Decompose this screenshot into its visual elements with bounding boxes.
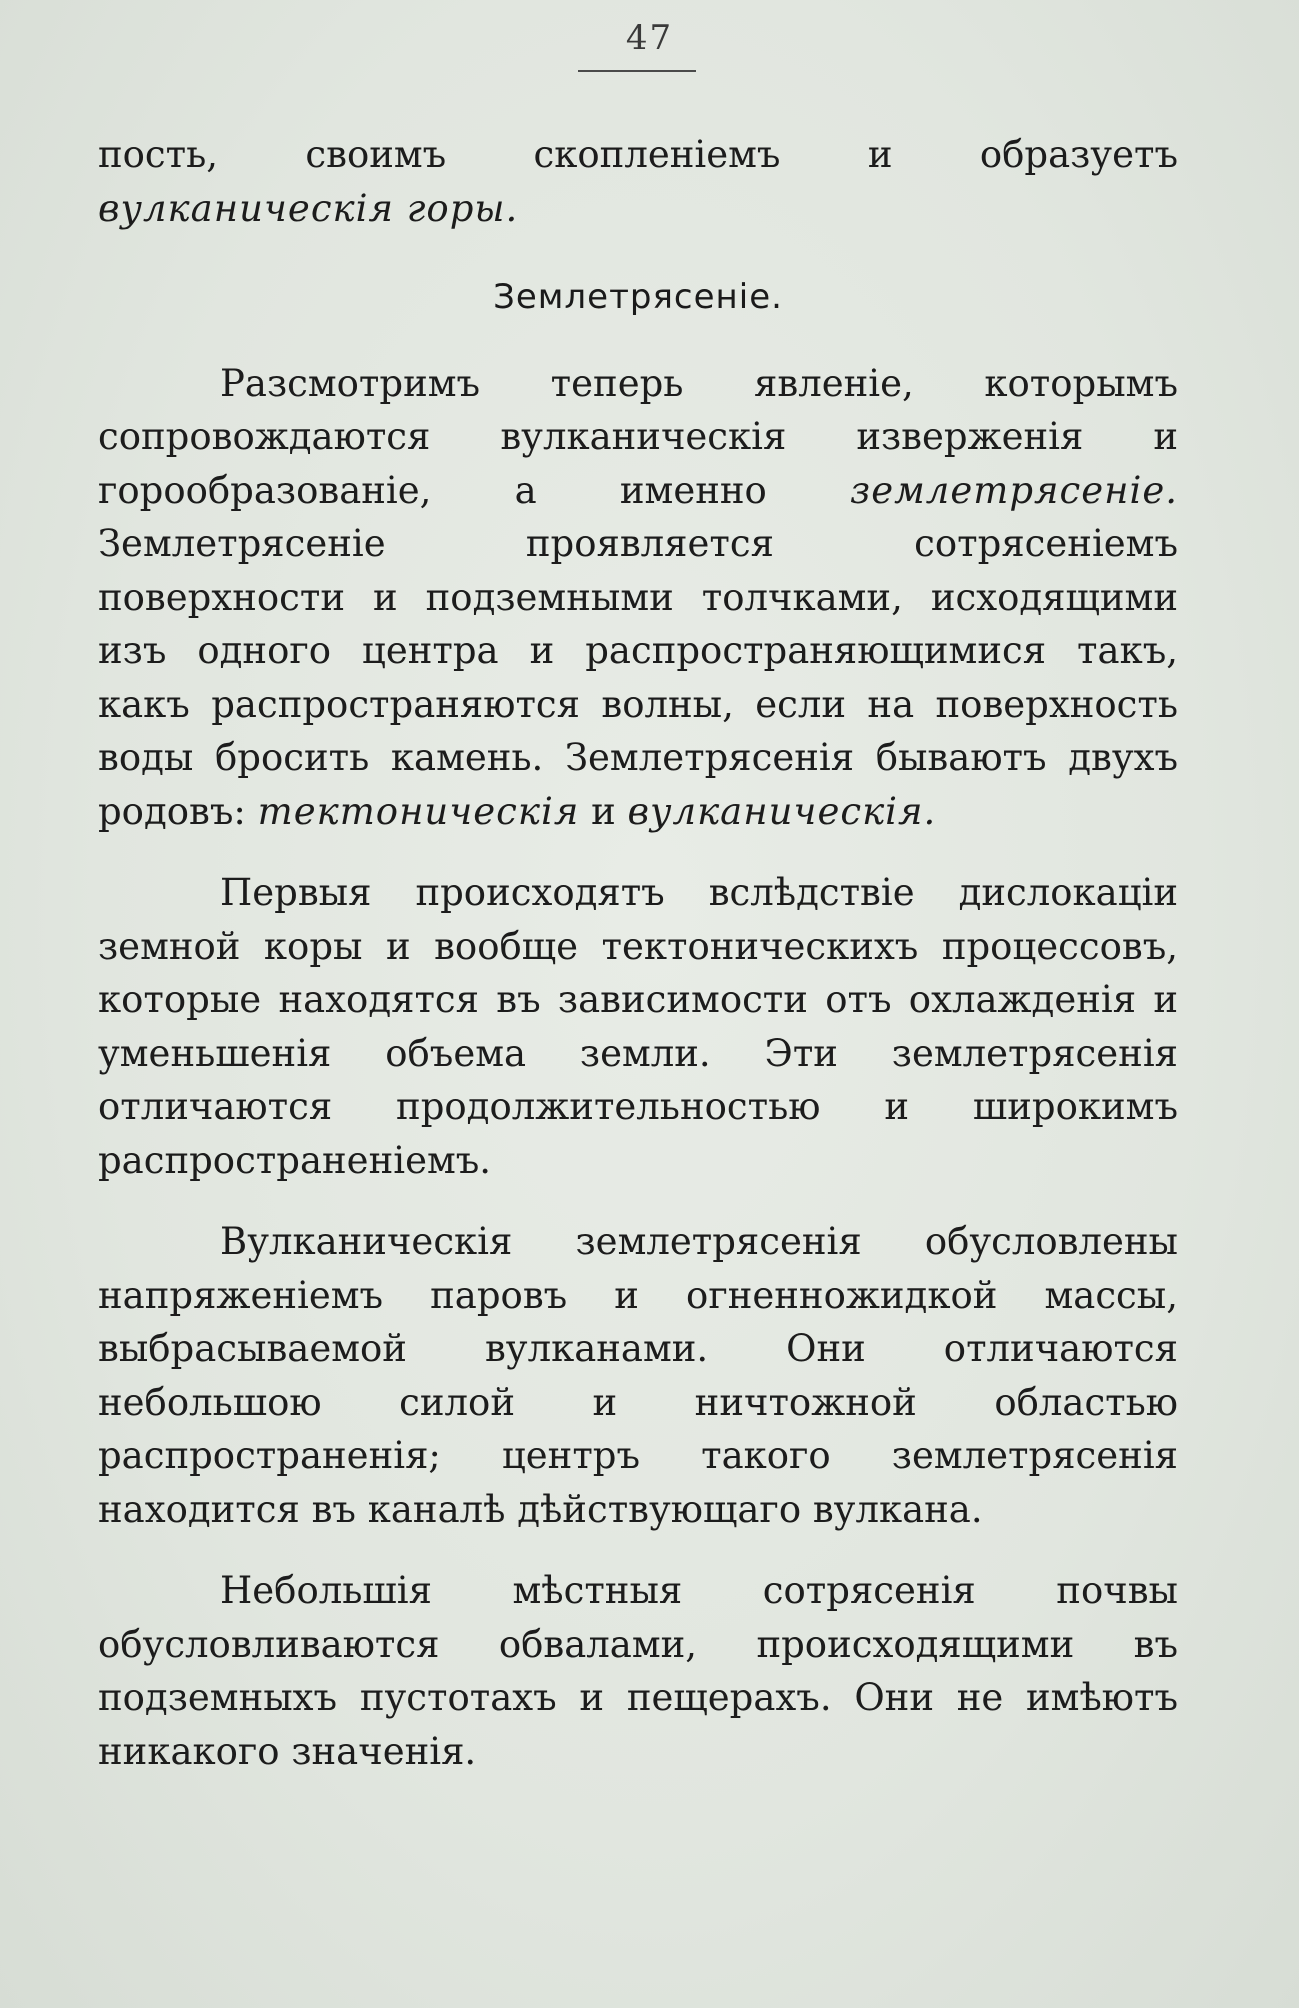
page-number: 47 [625,18,674,58]
italic-term: землетрясеніе. [850,468,1178,512]
page-text [98,128,1178,1778]
italic-term: тектоническія [257,789,580,833]
italic-term: вулканическія. [627,789,937,833]
text-run: и [579,789,628,833]
paragraph [98,357,1178,839]
italic-term: вулканическія горы. [98,186,519,230]
paragraph: Вулканическія землетрясенія обусловлены напряженіемъ паровъ и огненножидкой массы, выбрасываемой вулканами. Они отличаются небольшою силой и ничтожной областью распространенія; центръ такого землетрясенія находится въ каналѣ дѣйствующаго вулкана. [98,1220,1178,1531]
page-number-rule [578,70,696,72]
text-run: Разсмотримъ теперь явленіе, которымъ сопровождаются вулканическія изверженія и горообразованіе, а именно [98,361,1178,512]
text-run: пость, своимъ скопленіемъ и образуетъ [98,133,1178,176]
section-heading: Землетрясеніе. [493,277,783,317]
paragraph-continuation [98,128,1178,235]
paragraph: Небольшія мѣстныя сотрясенія почвы обусловливаются обвалами, происходящими въ подземныхъ пустотахъ и пещерахъ. Они не имѣютъ никакого значенія. [98,1569,1178,1773]
text-run: Землетрясеніе проявляется сотрясеніемъ поверхности и подземными толчками, исходящими изъ одного центра и распространяющимися такъ, какъ распространяются волны, если на поверхность воды бросить камень. Землетрясенія бываютъ двухъ родовъ: [98,522,1178,833]
paragraph: Первыя происходятъ вслѣдствіе дислокаціи земной коры и вообще тектоническихъ процессовъ, которые находятся въ зависимости отъ охлажденія и уменьшенія объема земли. Эти землетрясенія отличаются продолжительностью и широкимъ распространеніемъ. [98,871,1178,1182]
